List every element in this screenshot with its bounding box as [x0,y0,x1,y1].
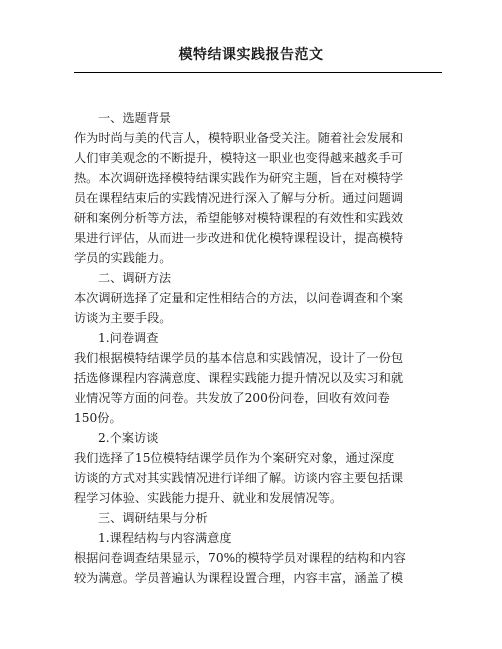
paragraph-line: 本次调研选择了定量和定性相结合的方法，以问卷调查和个案 [74,291,404,305]
paragraph-line: 果进行评估，从而进一步改进和优化模特课程设计，提高模特 [74,231,404,245]
section-heading-line: 2.个案访谈 [98,431,159,445]
paragraph-line: 访谈的方式对其实践情况进行详细了解。访谈内容主要包括课 [74,471,404,485]
paragraph-line: 员在课程结束后的实践情况进行深入了解与分析。通过问题调 [74,191,404,205]
section-heading-line: 一、选题背景 [98,111,172,125]
paragraph-line: 150份。 [74,411,122,425]
paragraph-line: 我们选择了15位模特结课学员作为个案研究对象，通过深度 [74,451,395,465]
paragraph-line: 访谈为主要手段。 [74,311,172,325]
paragraph-line: 热。本次调研选择模特结课实践作为研究主题，旨在对模特学 [74,171,404,185]
paragraph-line: 人们审美观念的不断提升，模特这一职业也变得越来越炙手可 [74,151,404,165]
page-title: 模特结课实践报告范文 [178,47,324,63]
section-heading-line: 二、调研方法 [98,271,172,285]
paragraph-line: 研和案例分析等方法，希望能够对模特课程的有效性和实践效 [74,211,404,225]
document-body [74,108,434,588]
paragraph-line: 业情况等方面的问卷。共发放了200份问卷，回收有效问卷 [74,391,390,405]
title-divider [74,72,442,73]
section-heading-line: 1.问卷调查 [98,331,159,345]
paragraph-line: 学员的实践能力。 [74,251,172,265]
paragraph-line: 作为时尚与美的代言人，模特职业备受关注。随着社会发展和 [74,131,404,145]
section-heading-line: 三、调研结果与分析 [98,511,208,525]
paragraph-line: 我们根据模特结课学员的基本信息和实践情况，设计了一份包 [74,351,404,365]
section-heading-line: 1.课程结构与内容满意度 [98,531,232,545]
paragraph-line: 程学习体验、实践能力提升、就业和发展情况等。 [74,491,343,505]
paragraph-line: 括选修课程内容满意度、课程实践能力提升情况以及实习和就 [74,371,404,385]
paragraph-line: 根据问卷调查结果显示，70%的模特学员对课程的结构和内容 [74,551,406,565]
paragraph-line: 较为满意。学员普遍认为课程设置合理，内容丰富，涵盖了模 [74,571,404,585]
